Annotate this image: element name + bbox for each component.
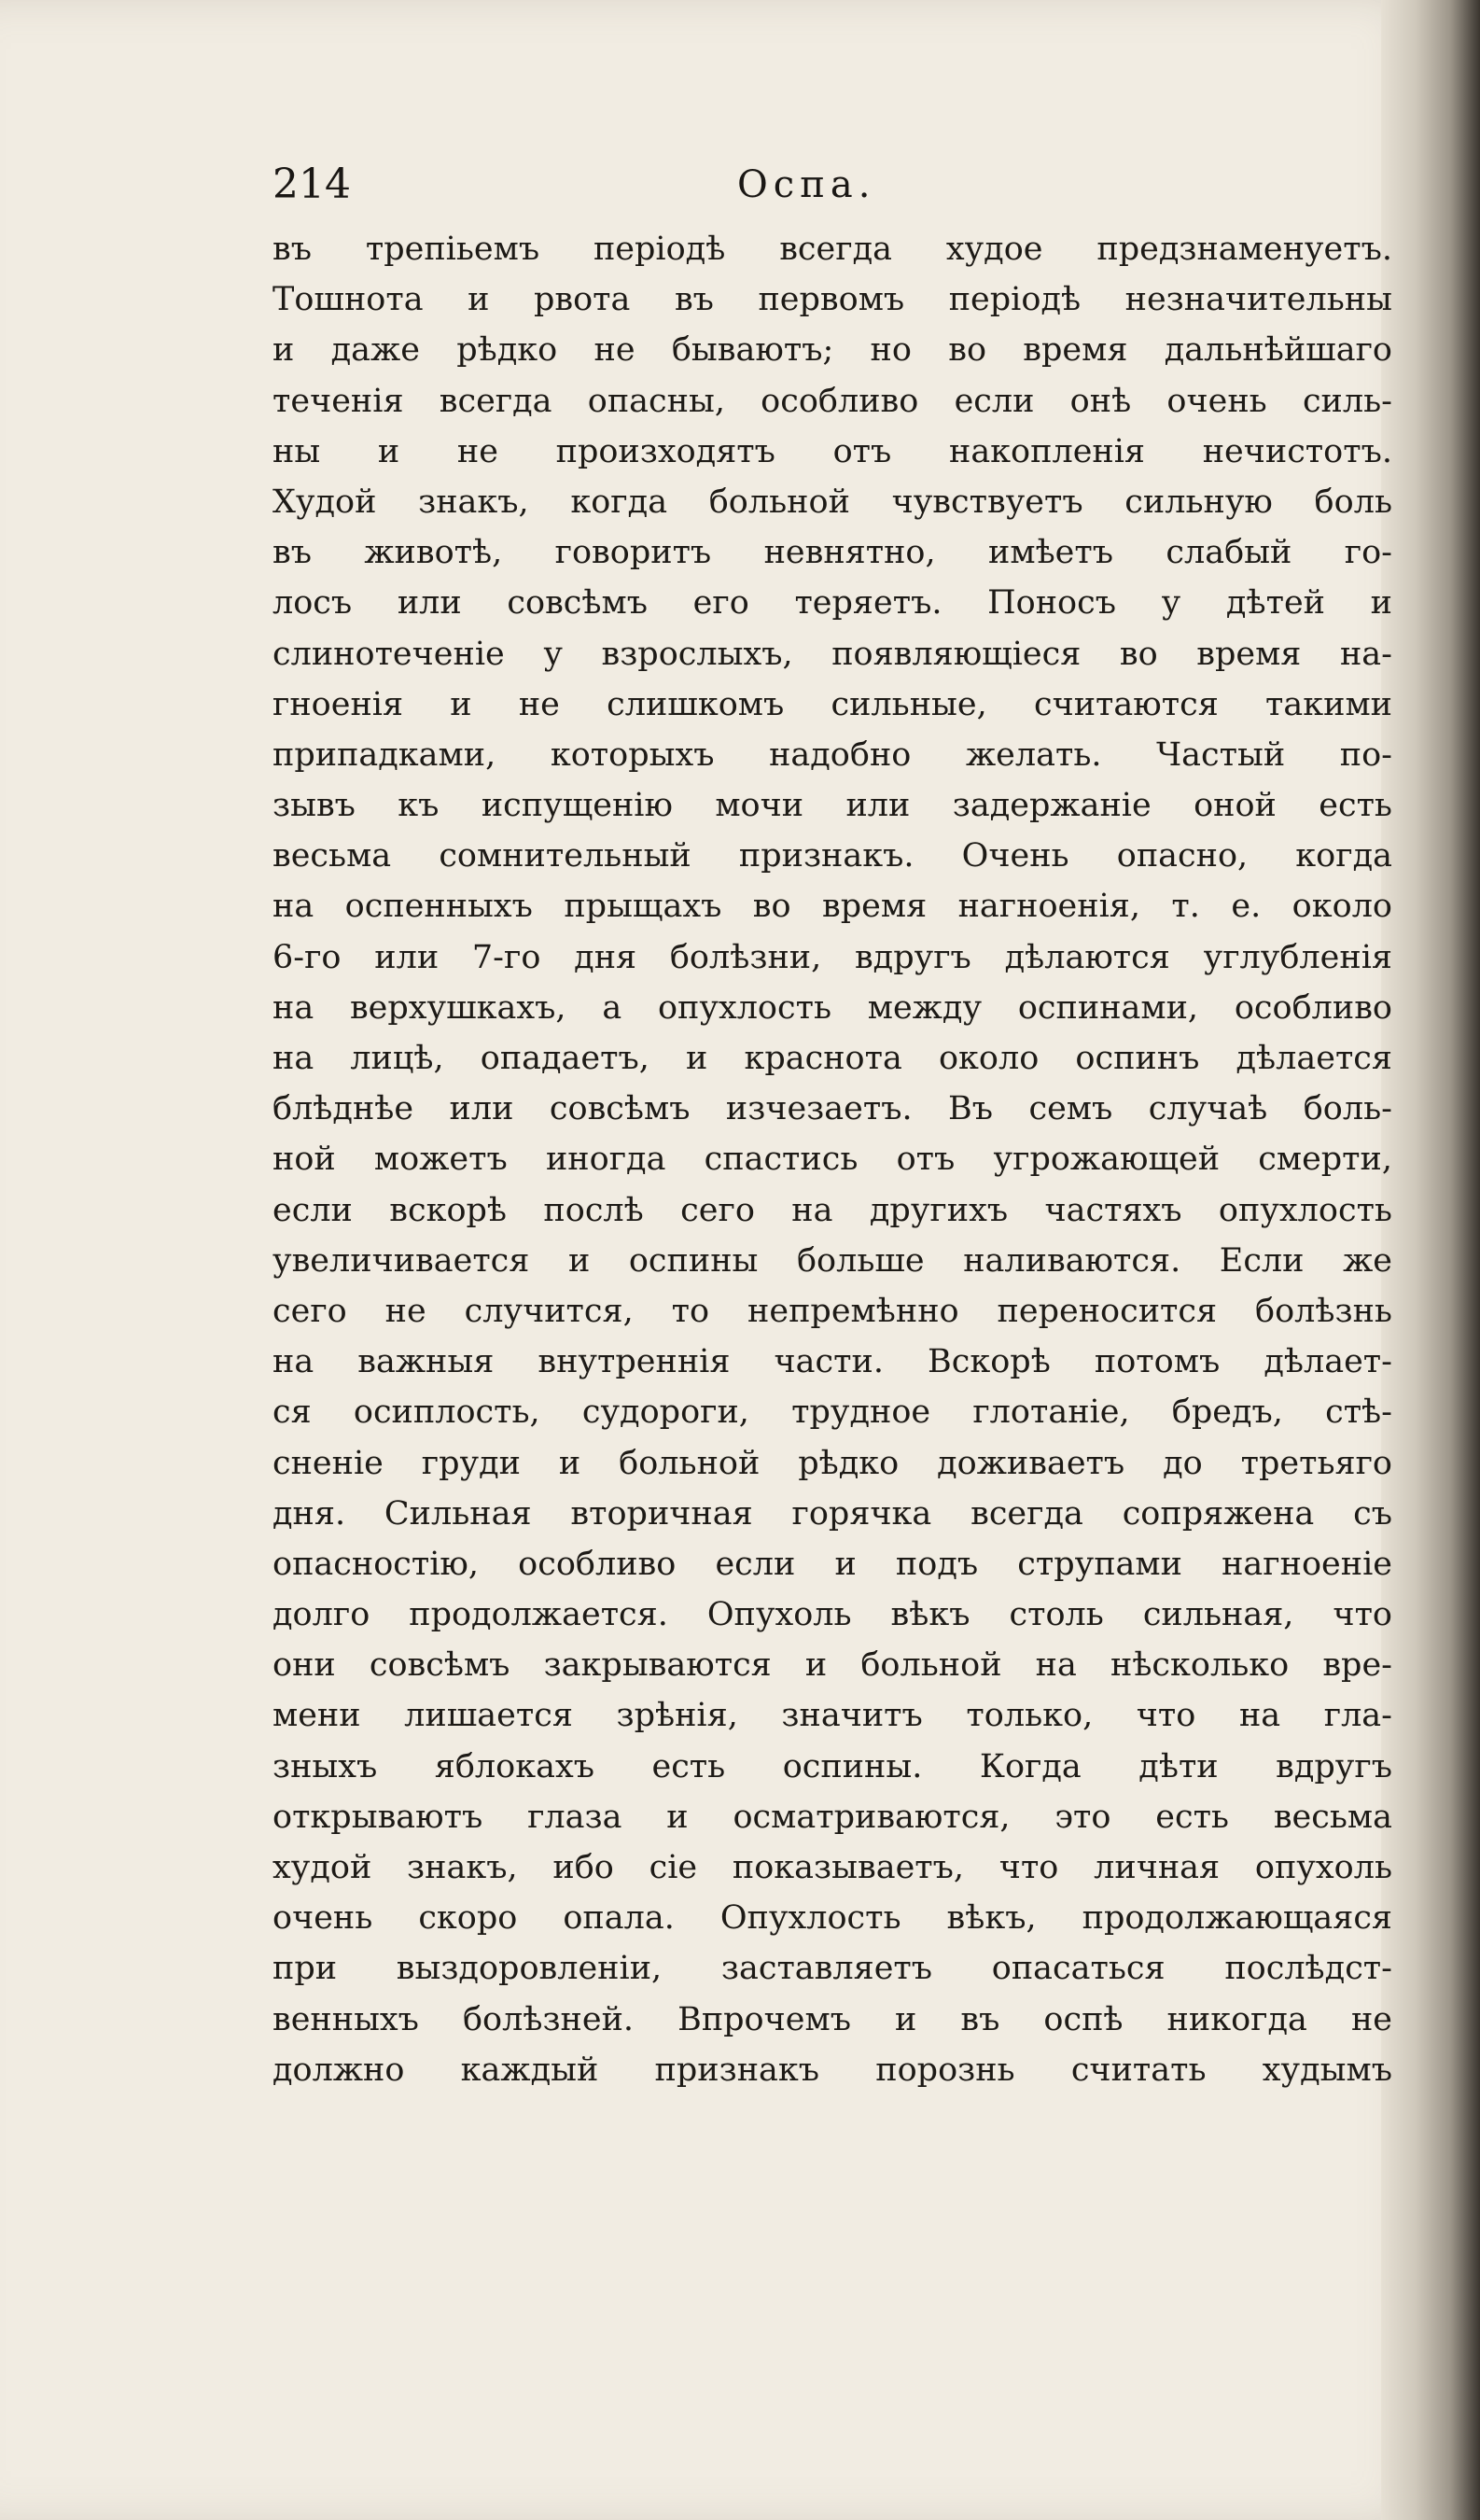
- page-number: 214: [272, 161, 351, 208]
- body-text: [272, 224, 1392, 2095]
- text-line: въ трепіьемъ періодѣ всегда худое предзнаменуетъ.: [272, 231, 1392, 268]
- text-line: сего не случится, то непремѣнно переносится болѣзнь: [272, 1292, 1392, 1330]
- text-line: лосъ или совсѣмъ его теряетъ. Поносъ у дѣтей и: [272, 584, 1392, 623]
- text-line: на лицѣ, опадаетъ, и краснота около оспинъ дѣлается: [272, 1040, 1392, 1077]
- text-line: 6-го или 7-го дня болѣзни, вдругъ дѣлаются углубленія: [272, 938, 1392, 976]
- text-line: Тошнота и рвота въ первомъ періодѣ незначительны: [272, 281, 1392, 319]
- text-line: блѣднѣе или совсѣмъ изчезаетъ. Въ семъ случаѣ боль-: [272, 1090, 1392, 1128]
- text-line: весьма сомнительный признакъ. Очень опасно, когда: [272, 837, 1392, 875]
- text-line: въ животѣ, говоритъ невнятно, имѣетъ слабый го-: [272, 534, 1392, 572]
- text-line: если вскорѣ послѣ сего на другихъ частяхъ опухлость: [272, 1191, 1392, 1229]
- text-line: припадками, которыхъ надобно желать. Частый по-: [272, 735, 1392, 774]
- text-line: они совсѣмъ закрываются и больной на нѣсколько вре-: [272, 1646, 1392, 1685]
- text-line: долго продолжается. Опухоль вѣкъ столь сильная, что: [272, 1596, 1392, 1634]
- text-line: ся осиплость, судороги, трудное глотаніе, бредъ, стѣ-: [272, 1393, 1392, 1432]
- text-line: худой знакъ, ибо сіе показываетъ, что личная опухоль: [272, 1849, 1392, 1886]
- text-line: слинотеченіе у взрослыхъ, появляющіеся во время на-: [272, 635, 1392, 673]
- text-line: на верхушкахъ, а опухлость между оспинами, особливо: [272, 988, 1392, 1027]
- text-line: сненіе груди и больной рѣдко доживаетъ до третьяго: [272, 1444, 1392, 1482]
- text-line: должно каждый признакъ порознь считать худымъ: [272, 2051, 1392, 2089]
- text-line: и даже рѣдко не бываютъ; но во время дальнѣйшаго: [272, 331, 1392, 370]
- text-line: дня. Сильная вторичная горячка всегда сопряжена съ: [272, 1494, 1392, 1533]
- running-title: Оспа.: [737, 163, 876, 206]
- text-line: на важныя внутреннія части. Вскорѣ потомъ дѣлает-: [272, 1343, 1392, 1381]
- text-line: открываютъ глаза и осматриваются, это есть весьма: [272, 1798, 1392, 1836]
- page-edge-shadow: [1381, 0, 1480, 2520]
- text-line: мени лишается зрѣнія, значитъ только, что на гла-: [272, 1697, 1392, 1735]
- text-line: ны и не произходятъ отъ накопленія нечистотъ.: [272, 432, 1392, 470]
- text-line: зывъ къ испущенію мочи или задержаніе оной есть: [272, 787, 1392, 825]
- page-header: [272, 157, 1392, 213]
- text-line: ной можетъ иногда спастись отъ угрожающей смерти,: [272, 1141, 1392, 1179]
- text-line: зныхъ яблокахъ есть оспины. Когда дѣти вдругъ: [272, 1747, 1392, 1785]
- text-line: очень скоро опала. Опухлость вѣкъ, продолжающаяся: [272, 1899, 1392, 1938]
- text-line: при выздоровленіи, заставляетъ опасаться послѣдст-: [272, 1950, 1392, 1988]
- text-line: Худой знакъ, когда больной чувствуетъ сильную боль: [272, 483, 1392, 521]
- text-line: гноенія и не слишкомъ сильные, считаются такими: [272, 685, 1392, 723]
- text-line: увеличивается и оспины больше наливаются. Если же: [272, 1241, 1392, 1280]
- text-line: опасностію, особливо если и подъ струпами нагноеніе: [272, 1545, 1392, 1583]
- text-line: на оспенныхъ прыщахъ во время нагноенія, т. е. около: [272, 888, 1392, 926]
- text-line: теченія всегда опасны, особливо если онѣ очень силь-: [272, 382, 1392, 420]
- text-line: венныхъ болѣзней. Впрочемъ и въ оспѣ никогда не: [272, 2000, 1392, 2038]
